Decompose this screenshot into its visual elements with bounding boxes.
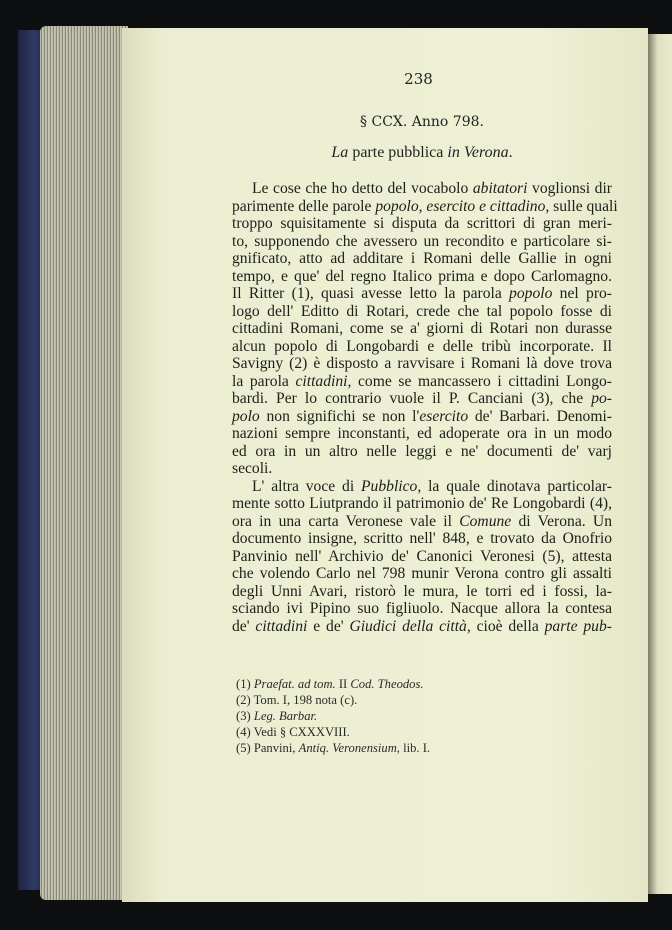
- text-line: [232, 338, 612, 356]
- text-segment: II: [335, 677, 351, 691]
- text-line: [232, 355, 612, 373]
- italic-text: po-: [591, 390, 612, 407]
- italic-text: esercito: [419, 407, 469, 425]
- text-segment: ora in una carta Veronese vale il: [232, 512, 460, 530]
- italic-text: Pubblico,: [361, 477, 422, 495]
- text-line: [232, 600, 612, 618]
- text-line: [232, 513, 612, 531]
- text-line: [232, 373, 612, 391]
- italic-text: cittadini,: [295, 372, 352, 390]
- body-text: [232, 180, 618, 635]
- text-segment: parte pubblica: [348, 144, 448, 161]
- text-segment: sciando ivi Pipino suo figliuolo. Nacque allora la contesa: [232, 600, 612, 617]
- italic-text: Antiq. Veronensium,: [298, 741, 400, 755]
- text-line: [232, 565, 612, 583]
- italic-text: abitatori: [472, 180, 528, 197]
- text-line: [232, 618, 612, 636]
- text-segment: voglionsi dir: [527, 180, 612, 197]
- footnote: [236, 740, 616, 756]
- text-segment: L' altra voce di: [252, 477, 362, 495]
- text-line: [232, 215, 612, 233]
- section-heading: § CCX. Anno 798.: [360, 114, 484, 130]
- footnote: [236, 724, 616, 740]
- italic-text: Praefat. ad tom.: [253, 677, 336, 691]
- page-number: 238: [404, 70, 433, 88]
- text-line: [232, 460, 612, 478]
- italic-text: popolo, esercito e cittadino,: [375, 197, 550, 215]
- text-segment: cioè della: [470, 617, 545, 635]
- text-segment: alcun popolo di Longobardi e delle tribù incorporate. Il: [232, 337, 612, 355]
- text-line: [232, 425, 612, 443]
- facing-page-edge: [648, 34, 672, 894]
- text-segment: di Verona. Un: [511, 512, 612, 530]
- italic-text: in Verona: [447, 144, 509, 161]
- text-line: [232, 478, 612, 496]
- text-segment: documento insigne, scritto nell' 848, e trovato da Onofrio: [232, 530, 612, 547]
- text-line: [232, 303, 612, 321]
- text-segment: la quale dinotava particolar-: [421, 477, 612, 495]
- text-segment: tempo, e que' del regno Italico prima e dopo Carlomagno.: [232, 267, 612, 285]
- text-line: [232, 320, 612, 338]
- text-segment: degli Unni Avari, ristorò le mura, le torri ed i fossi, la-: [232, 582, 612, 600]
- text-line: [232, 233, 612, 251]
- text-segment: (2) Tom. I, 198 nota (c).: [236, 693, 358, 707]
- text-segment: troppo squisitamente si disputa da scrittori di gran meri-: [232, 215, 612, 232]
- text-segment: ed ora in un altro nelle leggi e ne' documenti de' varj: [232, 442, 612, 460]
- text-segment: mente sotto Liutprando il patrimonio de' Re Longobardi (4),: [232, 495, 612, 512]
- text-segment: la parola: [232, 372, 296, 390]
- footnote: [236, 708, 616, 724]
- italic-text: Leg. Barbar.: [253, 709, 318, 723]
- text-segment: Le cose che ho detto del vocabolo: [252, 180, 473, 197]
- italic-text: La: [331, 144, 349, 161]
- text-line: [232, 530, 612, 548]
- text-segment: (5) Panvini,: [236, 741, 299, 755]
- text-line: [232, 548, 612, 566]
- text-segment: Savigny (2) è disposto a ravvisare i Romani là dove trova: [232, 355, 612, 372]
- text-segment: come se mancassero i cittadini Longo-: [351, 372, 612, 390]
- footnotes: [236, 676, 616, 756]
- text-segment: de' Barbari. Denomi-: [468, 407, 613, 425]
- page-stack-edge: [40, 26, 128, 900]
- italic-text: Cod. Theodos.: [350, 677, 424, 691]
- text-segment: cittadini Romani, come se a' giorni di Rotari non durasse: [232, 320, 612, 337]
- text-segment: e de': [307, 617, 350, 635]
- text-segment: bardi. Per lo contrario vuole il P. Canciani (3), che: [232, 390, 592, 407]
- text-line: [232, 268, 612, 286]
- text-segment: (4) Vedi § CXXXVIII.: [236, 725, 350, 739]
- footnote: [236, 692, 616, 708]
- text-segment: (3): [236, 709, 254, 723]
- text-segment: (1): [236, 677, 254, 691]
- text-segment: .: [508, 144, 513, 161]
- text-segment: non significhi se non l': [259, 407, 420, 425]
- italic-text: cittadini: [255, 617, 308, 635]
- text-segment: gnificato, atto ad additare i Romani delle Gallie in ogni: [232, 250, 612, 267]
- text-segment: nazioni sempre inconstanti, ed adoperate ora in un modo: [232, 425, 612, 442]
- footnote: [236, 676, 616, 692]
- text-line: [232, 495, 612, 513]
- text-segment: de': [232, 617, 256, 635]
- text-segment: parimente delle parole: [232, 197, 376, 215]
- text-line: [232, 285, 612, 303]
- text-line: [232, 197, 618, 216]
- italic-text: popolo: [509, 285, 553, 302]
- italic-text: Giudici della città,: [349, 617, 471, 635]
- text-line: [232, 180, 612, 198]
- text-line: [232, 583, 612, 601]
- text-segment: nel pro-: [552, 285, 612, 302]
- text-segment: logo dell' Editto di Rotari, crede che tal popolo fosse di: [232, 302, 612, 320]
- text-segment: che volendo Carlo nel 798 munir Verona contro gli assalti: [232, 565, 612, 582]
- text-segment: Il Ritter (1), quasi avesse letto la parola: [232, 285, 510, 302]
- text-segment: Panvinio nell' Archivio de' Canonici Veronesi (5), attesta: [232, 547, 612, 565]
- italic-text: Comune: [459, 512, 512, 530]
- text-line: [232, 250, 612, 268]
- text-line: [232, 390, 612, 408]
- text-segment: lib. I.: [399, 741, 431, 755]
- text-line: [232, 443, 612, 461]
- text-segment: secoli.: [232, 460, 273, 477]
- text-line: [232, 408, 612, 426]
- italic-text: polo: [232, 407, 260, 425]
- chapter-title: [232, 144, 612, 162]
- italic-text: parte pub-: [544, 617, 612, 635]
- text-segment: to, supponendo che avessero un recondito e particolare si-: [232, 232, 612, 250]
- text-segment: sulle quali: [549, 197, 618, 215]
